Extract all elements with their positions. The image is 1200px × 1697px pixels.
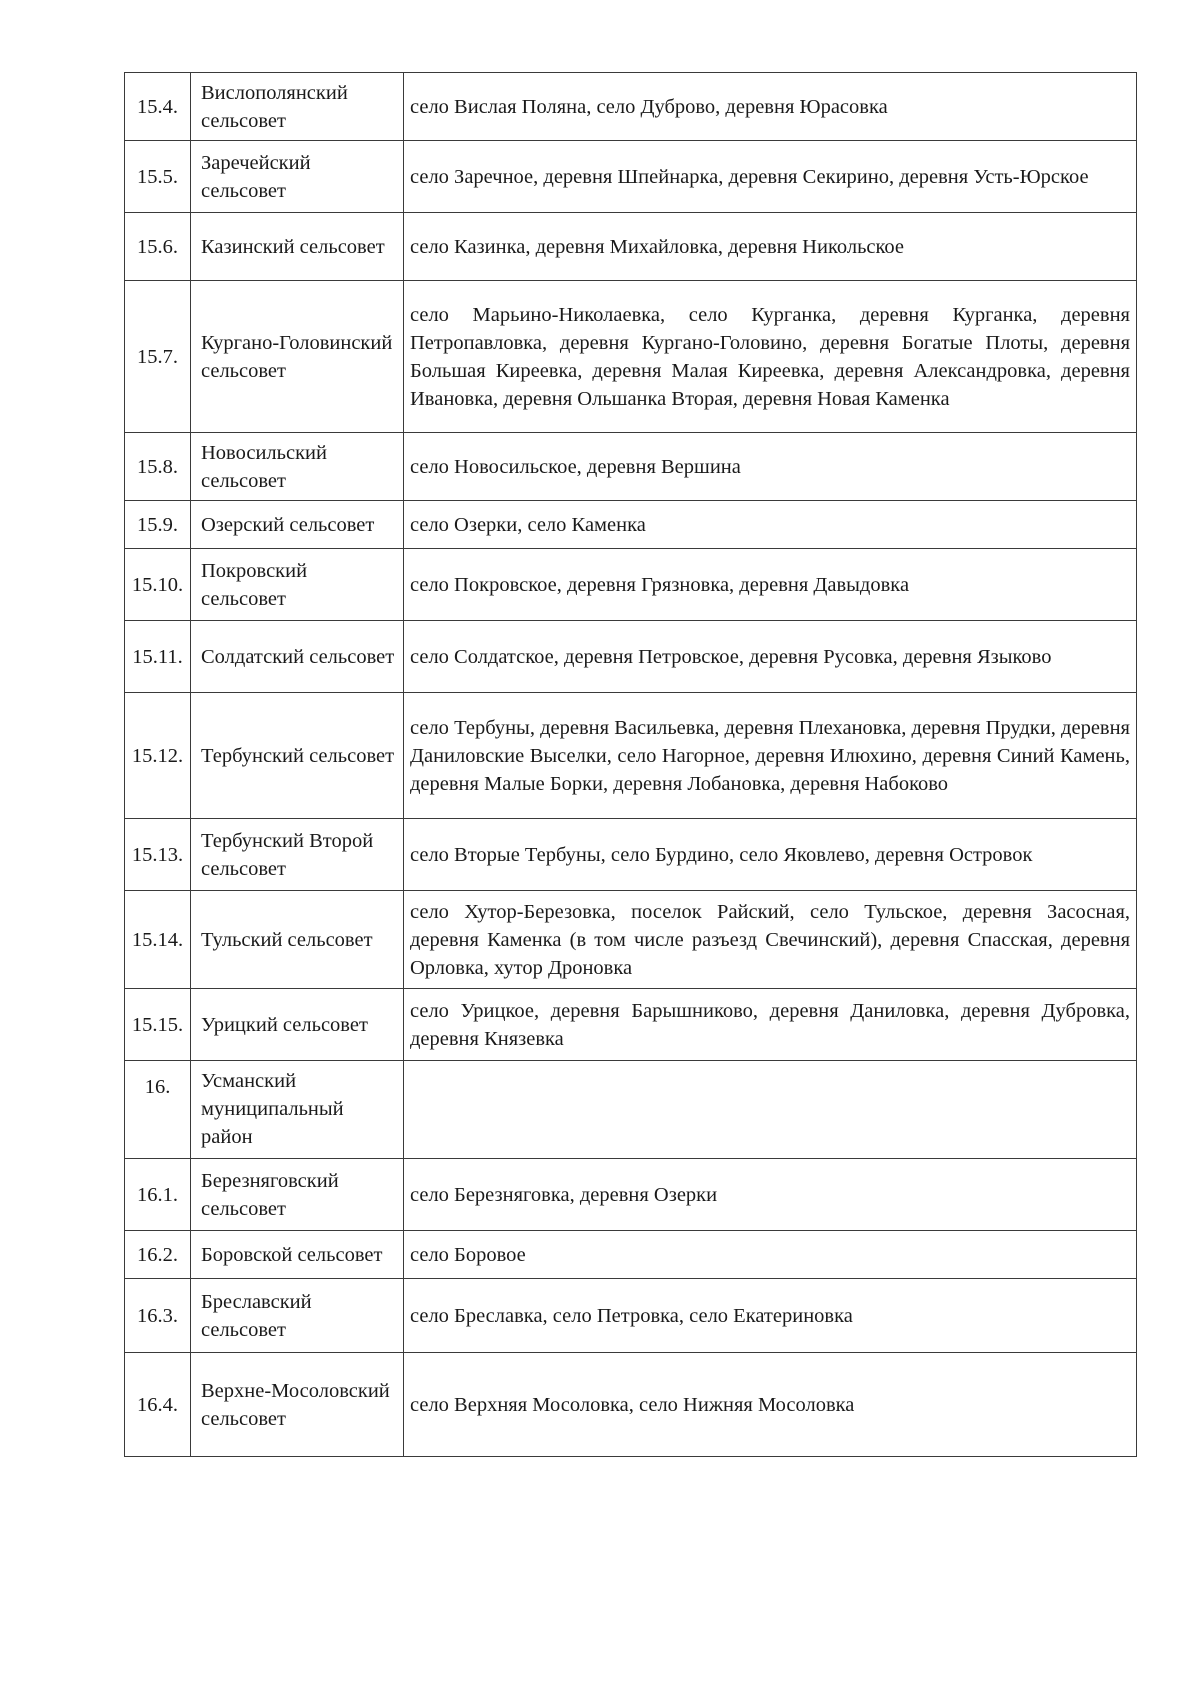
settlements-list: село Озерки, село Каменка xyxy=(404,501,1137,549)
sub-unit-name: Верхне-Мосоловский сельсовет xyxy=(191,1353,404,1457)
settlements-list xyxy=(404,1061,1137,1159)
settlements-list: село Солдатское, деревня Петровское, деревня Русовка, деревня Языково xyxy=(404,621,1137,693)
sub-unit-name: Покровский сельсовет xyxy=(191,549,404,621)
sub-unit-name: Заречейский сельсовет xyxy=(191,141,404,213)
sub-unit-name: Тербунский сельсовет xyxy=(191,693,404,819)
settlements-list: село Березняговка, деревня Озерки xyxy=(404,1159,1137,1231)
settlements-list: село Хутор-Березовка, поселок Райский, село Тульское, деревня Засосная, деревня Каменка (в том числе разъезд Свечинский), деревня Спасская, деревня Орловка, хутор Дроновка xyxy=(404,891,1137,989)
row-number: 16.1. xyxy=(125,1159,191,1231)
settlements-list: село Тербуны, деревня Васильевка, деревня Плехановка, деревня Прудки, деревня Даниловские Выселки, село Нагорное, деревня Илюхино, деревня Синий Камень, деревня Малые Борки, деревня Лобановка, деревня Набоково xyxy=(404,693,1137,819)
settlements-list: село Бреславка, село Петровка, село Екатериновка xyxy=(404,1279,1137,1353)
district-number: 16. xyxy=(125,1061,191,1159)
row-number: 15.13. xyxy=(125,819,191,891)
sub-unit-name: Солдатский сельсовет xyxy=(191,621,404,693)
settlements-list: село Боровое xyxy=(404,1231,1137,1279)
table-row xyxy=(125,891,1137,989)
sub-unit-name: Тульский сельсовет xyxy=(191,891,404,989)
table-row xyxy=(125,1231,1137,1279)
sub-unit-name: Урицкий сельсовет xyxy=(191,989,404,1061)
table-row xyxy=(125,433,1137,501)
row-number: 15.9. xyxy=(125,501,191,549)
settlements-list: село Казинка, деревня Михайловка, деревня Никольское xyxy=(404,213,1137,281)
table-row xyxy=(125,73,1137,141)
settlements-list: село Новосильское, деревня Вершина xyxy=(404,433,1137,501)
settlements-list: село Заречное, деревня Шпейнарка, деревня Секирино, деревня Усть-Юрское xyxy=(404,141,1137,213)
sub-unit-name: Озерский сельсовет xyxy=(191,501,404,549)
table-row xyxy=(125,1159,1137,1231)
sub-unit-name: Новосильский сельсовет xyxy=(191,433,404,501)
sub-unit-name-text: Вислополянский сельсовет xyxy=(201,81,348,132)
row-number: 15.4. xyxy=(125,73,191,141)
sub-unit-name: Боровской сельсовет xyxy=(191,1231,404,1279)
row-number: 16.3. xyxy=(125,1279,191,1353)
table-row xyxy=(125,693,1137,819)
table-row xyxy=(125,281,1137,433)
row-number: 15.12. xyxy=(125,693,191,819)
table-row xyxy=(125,549,1137,621)
settlements-table xyxy=(124,72,1137,1457)
sub-unit-name: Березняговский сельсовет xyxy=(191,1159,404,1231)
row-number: 15.8. xyxy=(125,433,191,501)
row-number: 16.2. xyxy=(125,1231,191,1279)
sub-unit-name: Кургано-Головинский сельсовет xyxy=(191,281,404,433)
settlements-list: село Марьино-Николаевка, село Курганка, деревня Курганка, деревня Петропавловка, деревня Кургано-Головино, деревня Богатые Плоты, деревня Большая Киреевка, деревня Малая Киреевка, деревня Александровка, деревня Ивановка, деревня Ольшанка Вторая, деревня Новая Каменка xyxy=(404,281,1137,433)
table-row xyxy=(125,819,1137,891)
settlements-list: село Вислая Поляна, село Дуброво, деревня Юрасовка xyxy=(404,73,1137,141)
sub-unit-name: Тербунский Второй сельсовет xyxy=(191,819,404,891)
table-row xyxy=(125,213,1137,281)
sub-unit-name: Казинский сельсовет xyxy=(191,213,404,281)
table-row xyxy=(125,621,1137,693)
sub-unit-name xyxy=(191,73,404,141)
row-number: 15.10. xyxy=(125,549,191,621)
row-number: 15.11. xyxy=(125,621,191,693)
row-number: 15.14. xyxy=(125,891,191,989)
table-row xyxy=(125,1279,1137,1353)
settlements-list: село Урицкое, деревня Барышниково, деревня Даниловка, деревня Дубровка, деревня Князевка xyxy=(404,989,1137,1061)
district-row xyxy=(125,1061,1137,1159)
settlements-list: село Верхняя Мосоловка, село Нижняя Мосоловка xyxy=(404,1353,1137,1457)
table-row xyxy=(125,141,1137,213)
row-number: 15.5. xyxy=(125,141,191,213)
settlements-list: село Вторые Тербуны, село Бурдино, село Яковлево, деревня Островок xyxy=(404,819,1137,891)
table-row xyxy=(125,1353,1137,1457)
district-name: Усманский муниципальный район xyxy=(191,1061,404,1159)
settlements-list: село Покровское, деревня Грязновка, деревня Давыдовка xyxy=(404,549,1137,621)
table-row xyxy=(125,501,1137,549)
table-row xyxy=(125,989,1137,1061)
row-number: 16.4. xyxy=(125,1353,191,1457)
sub-unit-name: Бреславский сельсовет xyxy=(191,1279,404,1353)
row-number: 15.6. xyxy=(125,213,191,281)
row-number: 15.7. xyxy=(125,281,191,433)
row-number: 15.15. xyxy=(125,989,191,1061)
